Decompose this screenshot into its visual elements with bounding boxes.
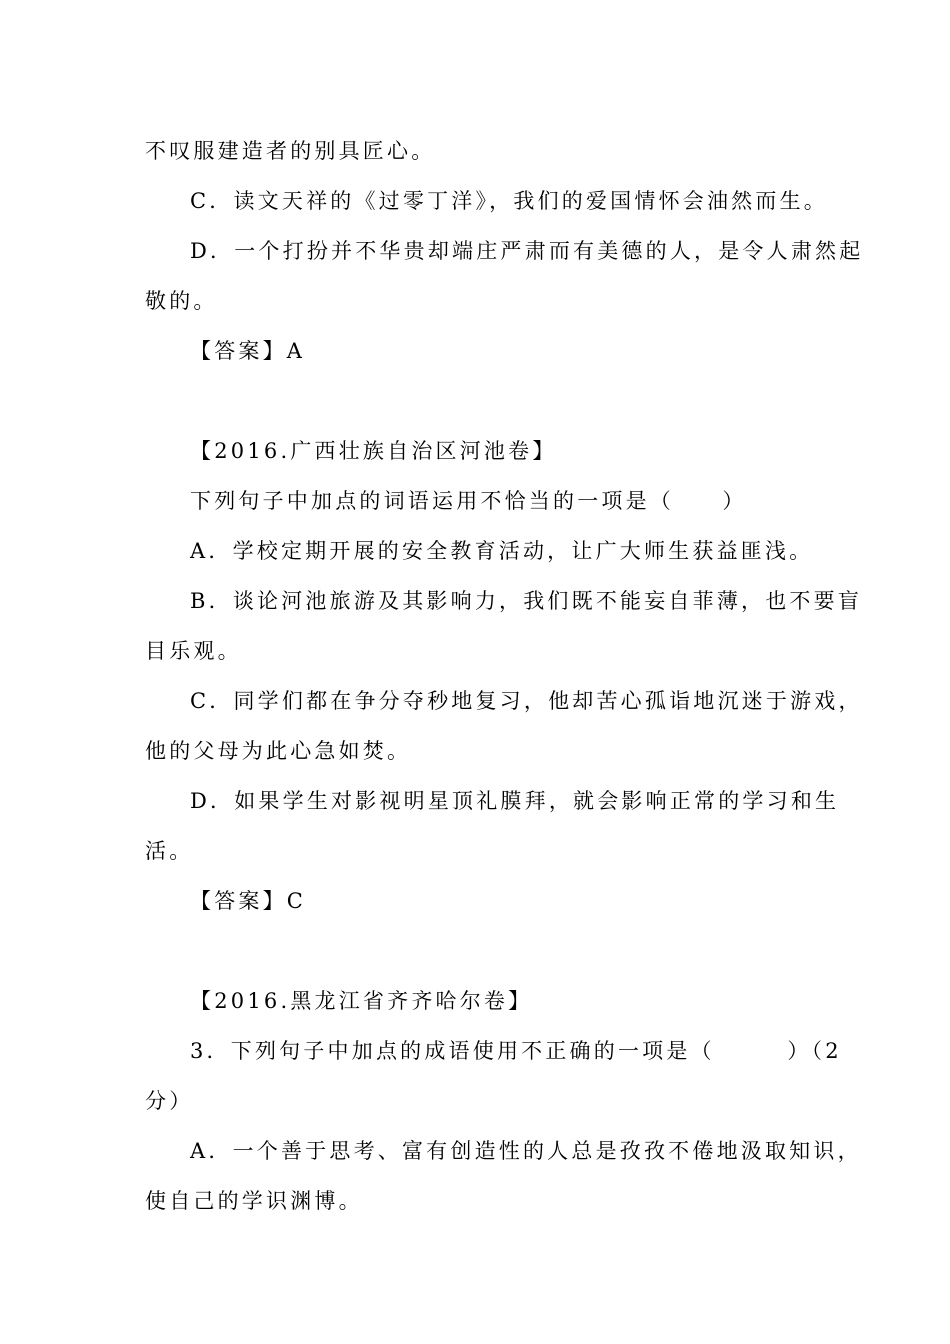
option-c-line: C．同学们都在争分夺秒地复习，他却苦心孤诣地沉迷于游戏， bbox=[190, 689, 863, 713]
text-line: 使自己的学识渊博。 bbox=[145, 1189, 363, 1213]
section-heading: 【2016.广西壮族自治区河池卷】 bbox=[190, 439, 557, 463]
option-d-line: D．一个打扮并不华贵却端庄严肃而有美德的人，是令人肃然起 bbox=[190, 239, 864, 263]
text-line: 他的父母为此心急如焚。 bbox=[145, 739, 412, 763]
question-line: 3．下列句子中加点的成语使用不正确的一项是（ ）（2 bbox=[190, 1039, 842, 1063]
question-line: 下列句子中加点的词语运用不恰当的一项是（ ） bbox=[190, 489, 747, 513]
text-line: 分） bbox=[145, 1089, 194, 1113]
option-d-line: D．如果学生对影视明星顶礼膜拜，就会影响正常的学习和生 bbox=[190, 789, 840, 813]
text-line: 目乐观。 bbox=[145, 639, 242, 663]
option-c-line: C．读文天祥的《过零丁洋》，我们的爱国情怀会油然而生。 bbox=[190, 189, 828, 213]
option-b-line: B．谈论河池旅游及其影响力，我们既不能妄自菲薄，也不要盲 bbox=[190, 589, 863, 613]
section-heading: 【2016.黑龙江省齐齐哈尔卷】 bbox=[190, 989, 533, 1013]
answer-label: 【答案】A bbox=[190, 339, 306, 363]
option-a-line: A．学校定期开展的安全教育活动，让广大师生获益匪浅。 bbox=[190, 539, 814, 563]
answer-label: 【答案】C bbox=[190, 889, 307, 913]
text-line: 不叹服建造者的别具匠心。 bbox=[145, 139, 436, 163]
option-a-line: A．一个善于思考、富有创造性的人总是孜孜不倦地汲取知识， bbox=[190, 1139, 862, 1163]
text-line: 敬的。 bbox=[145, 289, 218, 313]
text-line: 活。 bbox=[145, 839, 194, 863]
